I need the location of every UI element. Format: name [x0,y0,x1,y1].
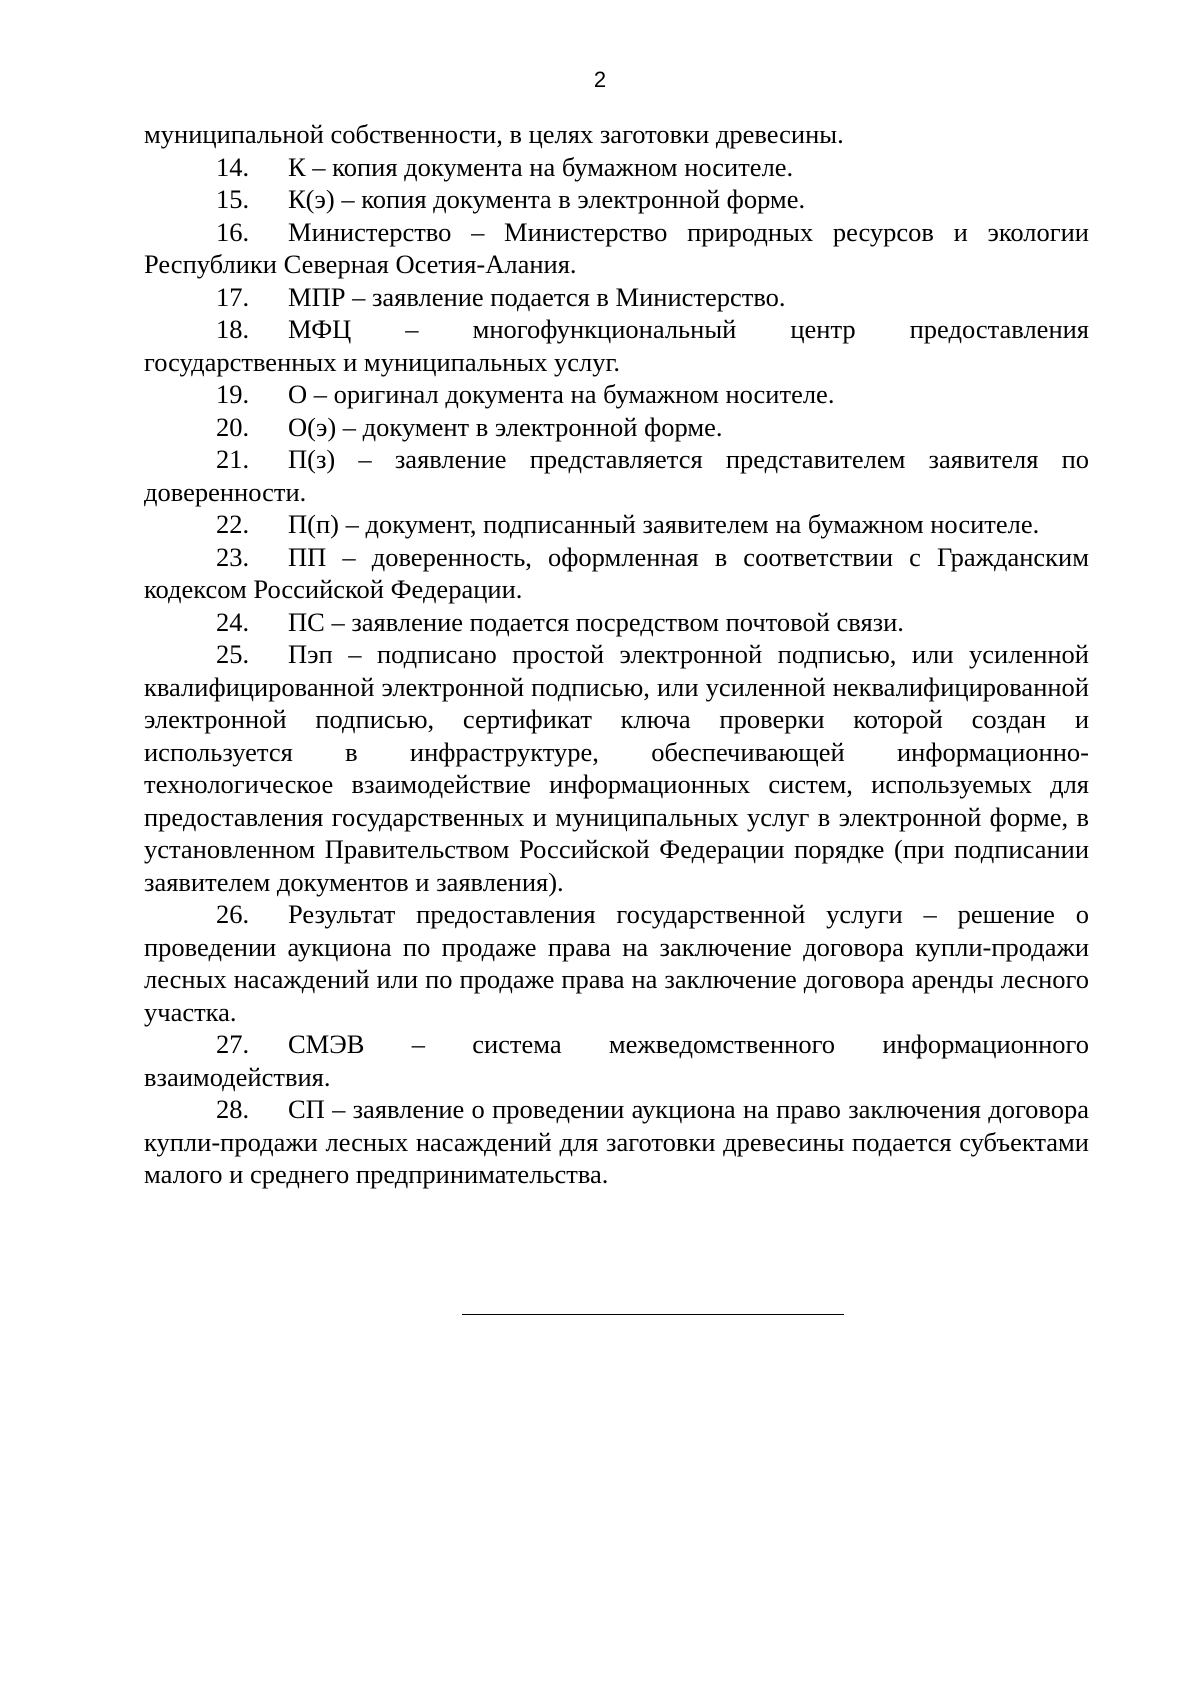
item-number: 18. [216,314,250,344]
item-text: П(п) – документ, подписанный заявителем на бумажном носителе. [288,509,1040,539]
list-item [144,606,1089,639]
item-number: 24. [216,606,250,637]
list-item [144,443,1089,508]
list-item [144,541,1089,606]
list-item [144,378,1089,411]
list-item [144,508,1089,541]
item-number: 14. [216,151,250,182]
list-item [144,183,1089,216]
list-item [144,1028,1089,1093]
item-text: О – оригинал документа на бумажном носителе. [288,379,835,409]
item-text: К – копия документа на бумажном носителе. [288,151,794,182]
item-number: 17. [216,281,250,312]
item-number: 25. [216,639,250,669]
continuation-text: муниципальной собственности, в целях заготовки древесины. [144,119,844,149]
list-item [144,216,1089,281]
item-text: Результат предоставления государственной услуги – решение о проведении аукциона по продаже права на заключение договора купли-продажи лесных насаждений или по продаже права на заключение договора аренды лесного участка. [144,899,1089,1027]
item-text: Министерство – Министерство природных ресурсов и экологии Республики Северная Осетия-Алания. [144,216,1089,279]
item-number: 22. [216,509,250,539]
end-separator-line [462,1314,844,1315]
list-item [144,151,1089,184]
item-number: 19. [216,379,250,409]
item-text: К(э) – копия документа в электронной форме. [288,184,806,214]
item-number: 21. [216,444,250,474]
page-number: 2 [593,67,607,92]
list-item [144,638,1089,898]
list-item [144,1093,1089,1191]
item-text: СМЭВ – система межведомственного информационного взаимодействия. [144,1029,1089,1092]
item-number: 26. [216,899,250,929]
item-number: 23. [216,541,250,572]
item-text: ПС – заявление подается посредством почтовой связи. [288,606,904,637]
item-number: 20. [216,411,250,442]
item-number: 27. [216,1029,250,1059]
item-text: МПР – заявление подается в Министерство. [288,281,786,312]
list-item [144,313,1089,378]
item-number: 28. [216,1094,250,1124]
item-text: Пэп – подписано простой электронной подписью, или усиленной квалифицированной электронной подписью, или усиленной неквалифицированной электронной подписью, сертификат ключа проверки которой создан и используется в инфраструктуре, обеспечивающей информационно-технологическое взаимодействие информационных систем, используемых для предоставления государственных и муниципальных услуг в электронной форме, в установленном Правительством Российской Федерации порядке (при подписании заявителем документов и заявления). [144,639,1089,897]
item-text: О(э) – документ в электронной форме. [288,411,723,442]
item-text: СП – заявление о проведении аукциона на право заключения договора купли-продажи лесных насаждений для заготовки древесины подается субъектами малого и среднего предпринимательства. [144,1094,1089,1189]
item-text: П(з) – заявление представляется представителем заявителя по доверенности. [144,444,1089,507]
item-number: 15. [216,184,250,214]
item-text: МФЦ – многофункциональный центр предоставления государственных и муниципальных услуг. [144,314,1089,377]
list-item [144,898,1089,1028]
item-text: ПП – доверенность, оформленная в соответствии с Гражданским кодексом Российской Федерации. [144,541,1089,604]
list-item [144,411,1089,444]
document-body [144,118,1089,1191]
item-number: 16. [216,216,250,247]
list-item [144,281,1089,314]
